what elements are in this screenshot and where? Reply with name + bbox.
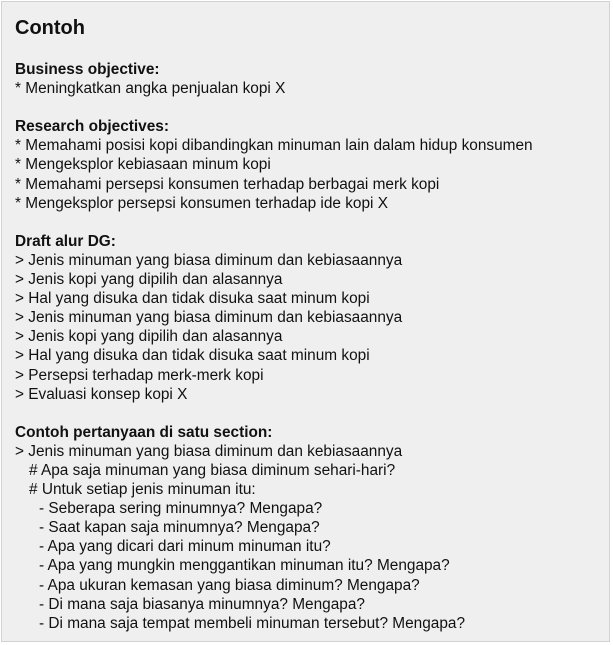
research-objective-item: * Mengeksplor persepsi konsumen terhadap ide kopi X [15, 194, 389, 212]
sub-question-item: - Apa yang dicari dari minum minuman itu? [39, 538, 331, 556]
draft-flow-item: > Jenis kopi yang dipilih dan alasannya [15, 271, 283, 289]
sub-question-item: - Di mana saja tempat membeli minuman tersebut? Mengapa? [39, 614, 466, 632]
draft-flow-heading: Draft alur DG: [15, 232, 116, 250]
draft-flow-item: > Hal yang disuka dan tidak disuka saat minum kopi [15, 347, 370, 365]
business-objective-heading: Business objective: [15, 61, 160, 78]
sub-question-item: - Seberapa sering minumnya? Mengapa? [39, 500, 323, 518]
question-item: # Apa saja minuman yang biasa diminum sehari-hari? [29, 461, 396, 479]
research-objective-item: * Memahami persepsi konsumen terhadap berbagai merk kopi [15, 175, 440, 193]
question-item: # Untuk setiap jenis minuman itu: [29, 481, 256, 499]
research-objectives-section [15, 117, 533, 212]
research-objective-item: * Memahami posisi kopi dibandingkan minuman lain dalam hidup konsumen [15, 137, 533, 155]
draft-flow-item: > Persepsi terhadap merk-merk kopi [15, 366, 264, 384]
draft-flow-item: > Jenis minuman yang biasa diminum dan kebiasaannya [15, 251, 403, 269]
research-objectives-heading: Research objectives: [15, 118, 169, 136]
question-topic: > Jenis minuman yang biasa diminum dan kebiasaannya [15, 442, 403, 460]
sub-question-item: - Apa yang mungkin menggantikan minuman itu? Mengapa? [39, 557, 450, 575]
draft-flow-item: > Evaluasi konsep kopi X [15, 385, 188, 403]
draft-flow-item: > Jenis kopi yang dipilih dan alasannya [15, 328, 283, 346]
draft-flow-section [15, 232, 533, 404]
research-objective-item: * Mengeksplor kebiasaan minum kopi [15, 156, 271, 174]
business-objective-section [15, 60, 533, 98]
draft-flow-item: > Jenis minuman yang biasa diminum dan kebiasaannya [15, 309, 403, 327]
sub-question-item: - Saat kapan saja minumnya? Mengapa? [39, 519, 320, 537]
business-objective-item: * Meningkatkan angka penjualan kopi X [15, 80, 286, 98]
sub-question-item: - Di mana saja biasanya minumnya? Mengapa? [39, 595, 365, 613]
sub-question-item: - Apa ukuran kemasan yang biasa diminum? Mengapa? [39, 576, 420, 594]
document-title: Contoh [15, 17, 85, 39]
draft-flow-item: > Hal yang disuka dan tidak disuka saat minum kopi [15, 290, 370, 308]
example-questions-section [15, 423, 533, 633]
example-questions-heading: Contoh pertanyaan di satu section: [15, 423, 273, 441]
document-body [15, 60, 533, 633]
document-card [1, 1, 610, 642]
